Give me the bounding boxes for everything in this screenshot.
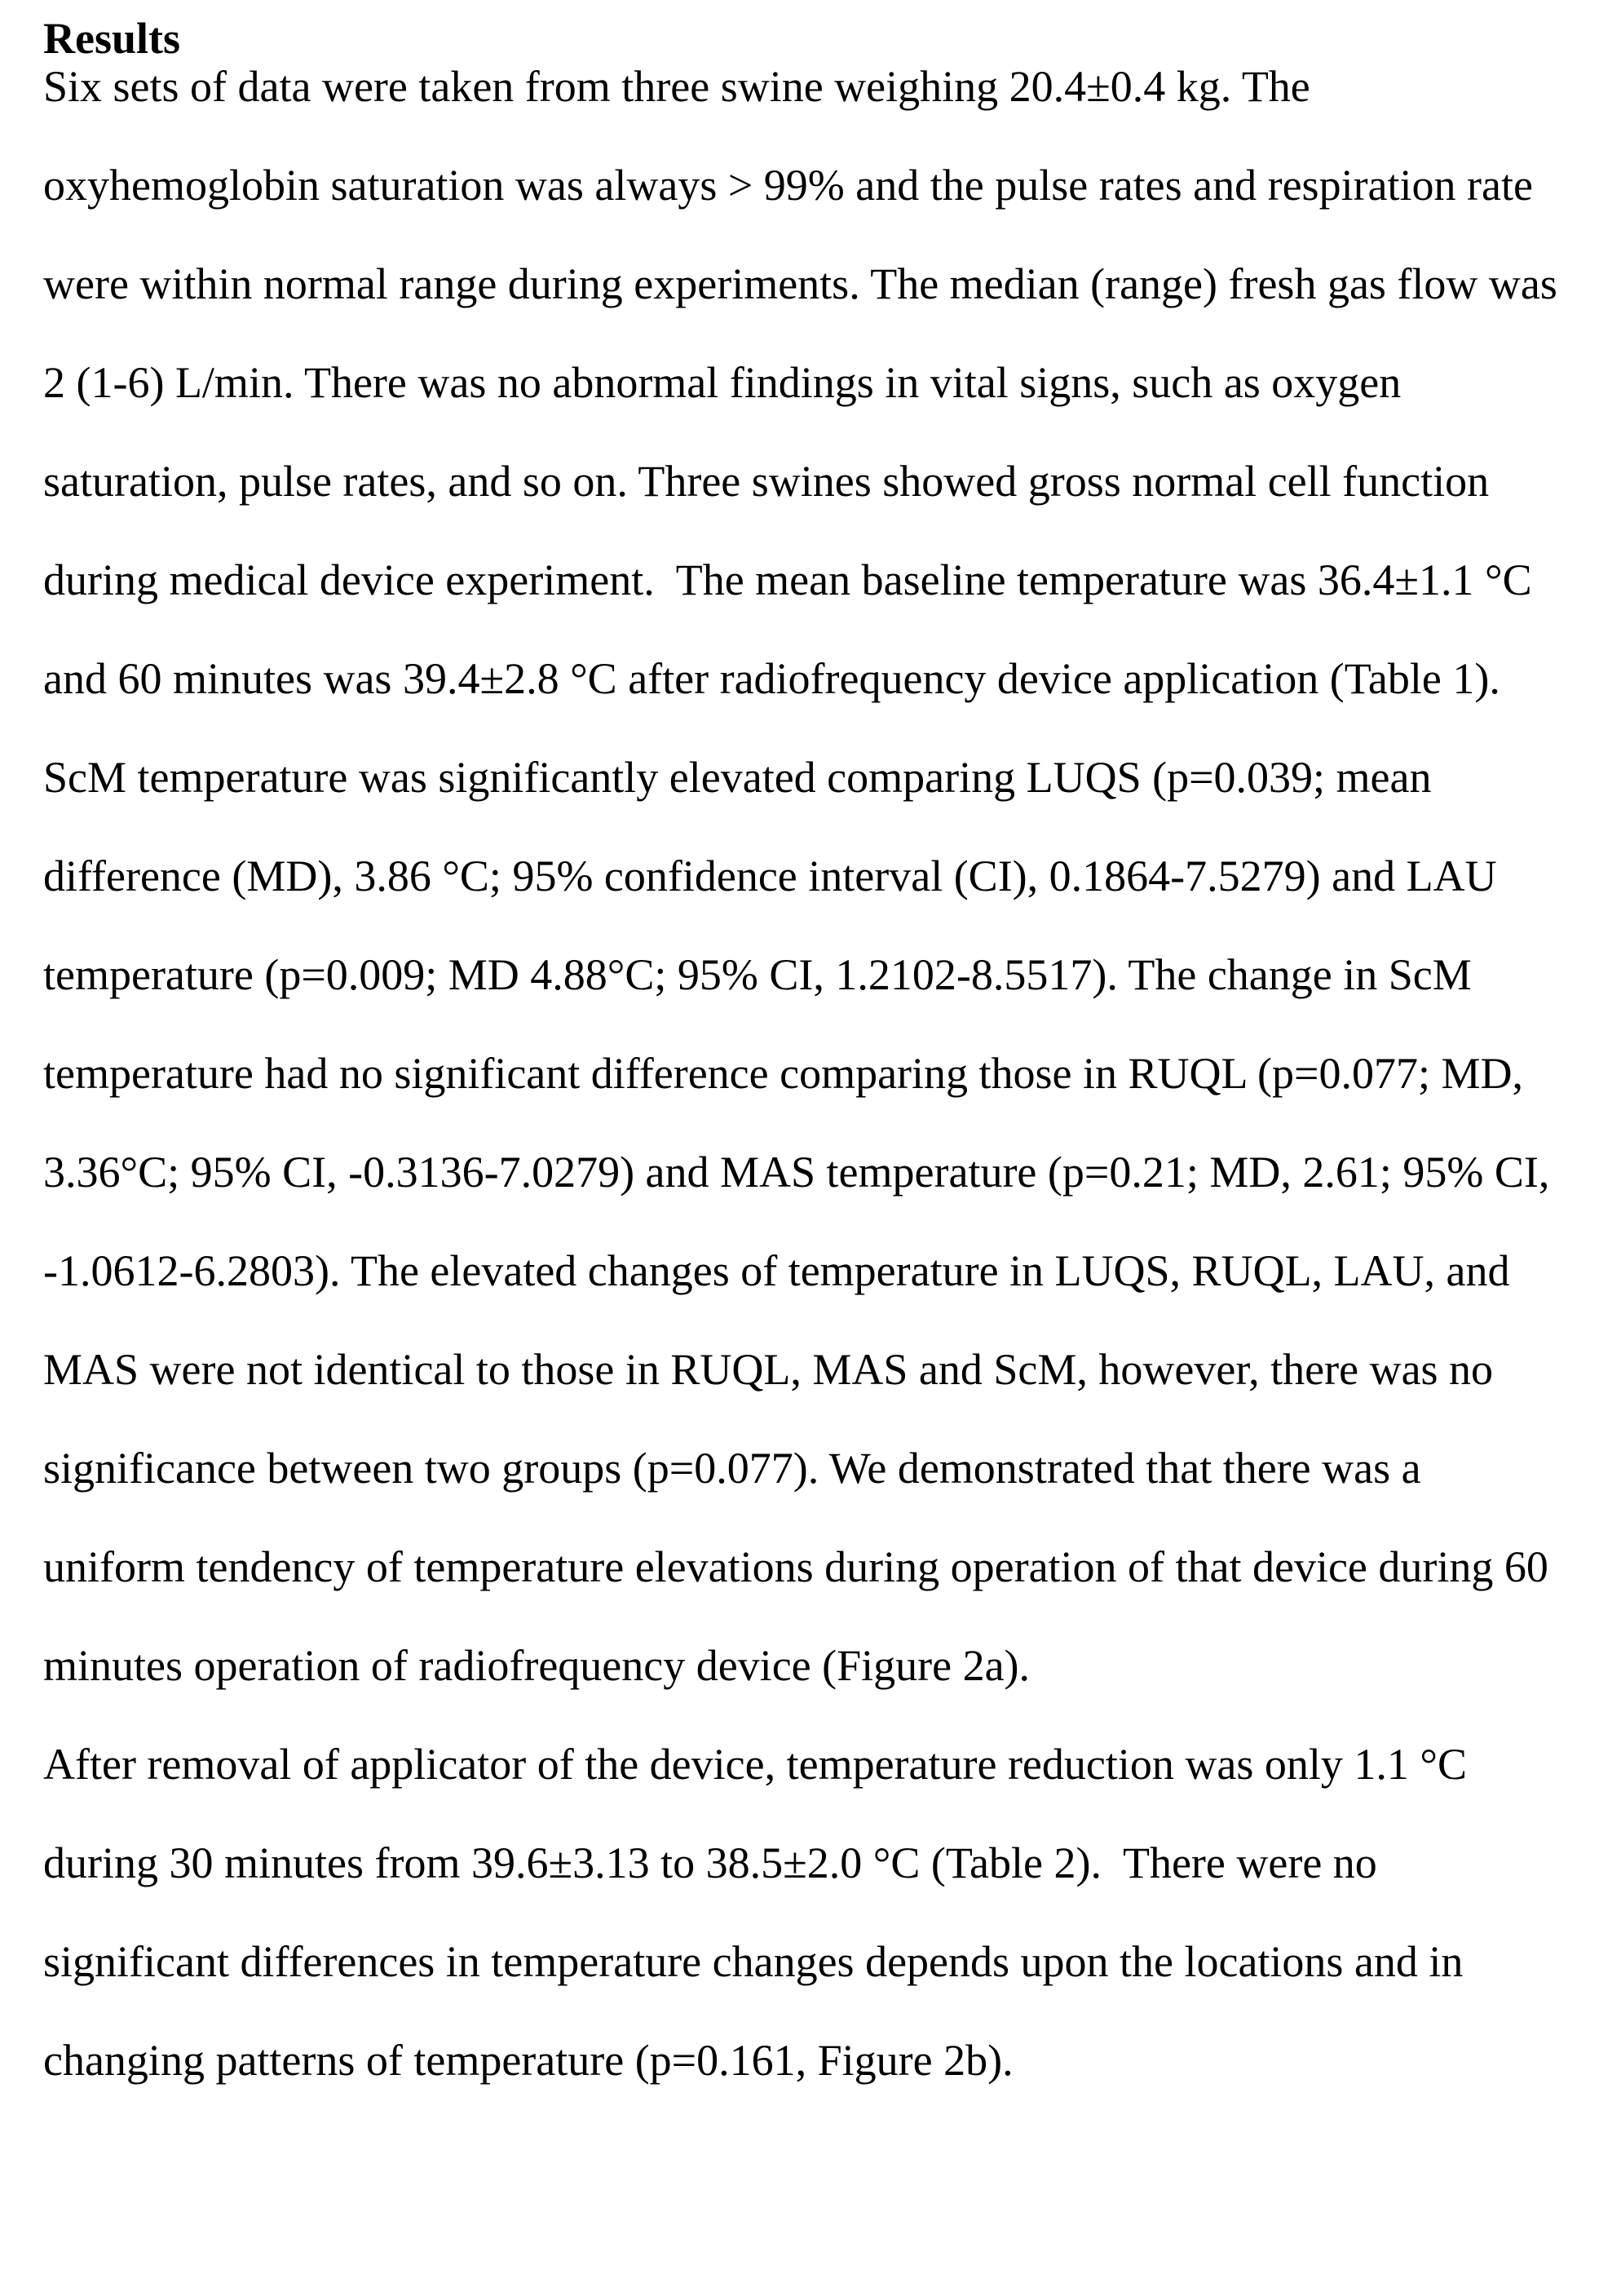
text-line: ScM temperature was significantly elevated comparing LUQS (p=0.039; mean [43, 753, 1432, 802]
text-line: and 60 minutes was 39.4±2.8 °C after radiofrequency device application (Table 1). [43, 654, 1500, 703]
text-line: minutes operation of radiofrequency device (Figure 2a). [43, 1641, 1031, 1690]
text-line: 2 (1-6) L/min. There was no abnormal findings in vital signs, such as oxygen [43, 358, 1402, 407]
text-line: difference (MD), 3.86 °C; 95% confidence interval (CI), 0.1864-7.5279) and LAU [43, 852, 1497, 900]
text-line: MAS were not identical to those in RUQL, MAS and ScM, however, there was no [43, 1345, 1494, 1394]
text-line: were within normal range during experiments. The median (range) fresh gas flow was [43, 259, 1557, 308]
text-line: -1.0612-6.2803). The elevated changes of temperature in LUQS, RUQL, LAU, and [43, 1246, 1510, 1295]
text-line: temperature (p=0.009; MD 4.88°C; 95% CI, 1.2102-8.5517). The change in ScM [43, 950, 1472, 999]
text-line: After removal of applicator of the device, temperature reduction was only 1.1 °C [43, 1740, 1467, 1789]
text-line: significance between two groups (p=0.077). We demonstrated that there was a [43, 1444, 1421, 1493]
text-line: significant differences in temperature changes depends upon the locations and in [43, 1937, 1464, 1986]
text-line: uniform tendency of temperature elevations during operation of that device during 60 [43, 1542, 1548, 1591]
text-line: temperature had no significant difference comparing those in RUQL (p=0.077; MD, [43, 1049, 1523, 1098]
results-paragraph-block [43, 38, 1557, 2110]
text-line: Six sets of data were taken from three swine weighing 20.4±0.4 kg. The [43, 62, 1310, 111]
text-line: oxyhemoglobin saturation was always > 99% and the pulse rates and respiration rate [43, 161, 1533, 210]
section-heading: Results [43, 14, 181, 63]
text-line: during 30 minutes from 39.6±3.13 to 38.5±2.0 °C (Table 2). There were no [43, 1838, 1377, 1887]
text-line: 3.36°C; 95% CI, -0.3136-7.0279) and MAS temperature (p=0.21; MD, 2.61; 95% CI, [43, 1148, 1550, 1197]
text-line: saturation, pulse rates, and so on. Three swines showed gross normal cell function [43, 457, 1490, 506]
text-line: changing patterns of temperature (p=0.161, Figure 2b). [43, 2036, 1014, 2085]
text-line: during medical device experiment. The mean baseline temperature was 36.4±1.1 °C [43, 555, 1532, 604]
